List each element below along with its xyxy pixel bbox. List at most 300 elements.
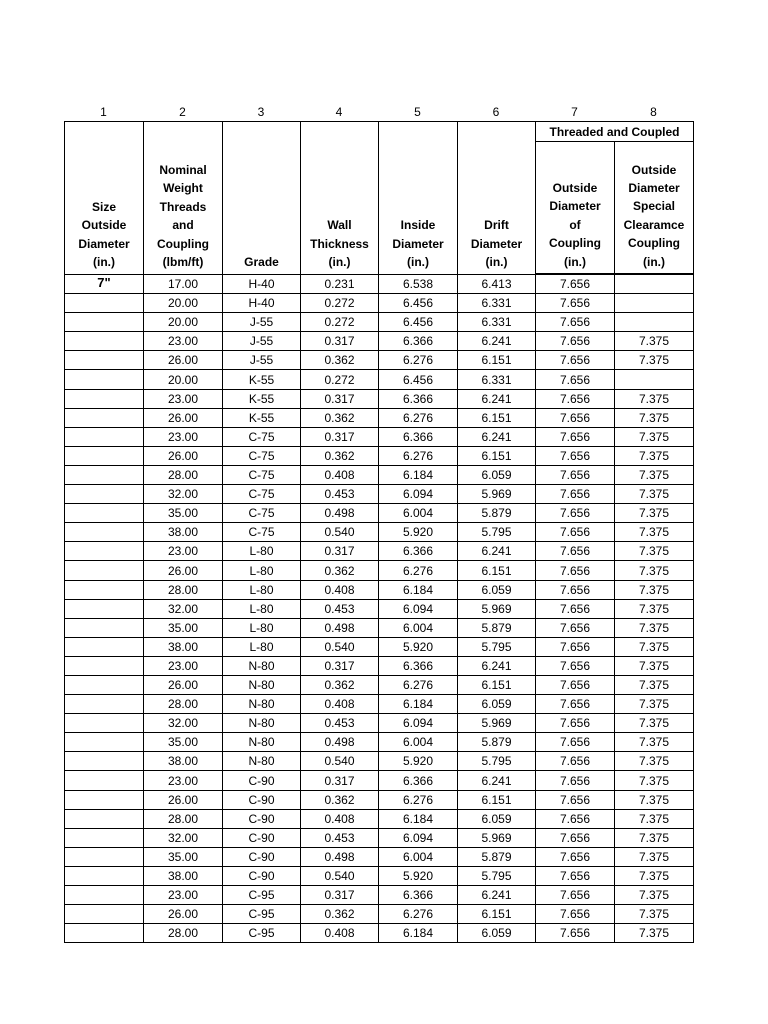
weight-cell: 32.00 xyxy=(144,599,223,618)
table-row xyxy=(65,313,694,332)
grade-cell: C-90 xyxy=(223,809,301,828)
table-row xyxy=(65,408,694,427)
weight-cell: 20.00 xyxy=(144,313,223,332)
wall-thickness-cell: 0.362 xyxy=(301,790,379,809)
table-row xyxy=(65,886,694,905)
grade-cell: L-80 xyxy=(223,637,301,656)
drift-diameter-cell: 5.879 xyxy=(458,733,536,752)
grade-cell: C-75 xyxy=(223,427,301,446)
drift-diameter-cell: 6.151 xyxy=(458,561,536,580)
inside-diameter-cell: 6.538 xyxy=(379,274,458,294)
table-row xyxy=(65,656,694,675)
drift-diameter-cell: 6.331 xyxy=(458,370,536,389)
inside-diameter-cell: 6.456 xyxy=(379,313,458,332)
weight-cell: 23.00 xyxy=(144,389,223,408)
coupling-od-cell: 7.656 xyxy=(536,790,615,809)
grade-cell: C-75 xyxy=(223,446,301,465)
grade-cell: J-55 xyxy=(223,332,301,351)
special-clearance-od-cell: 7.375 xyxy=(615,847,694,866)
grade-cell: N-80 xyxy=(223,733,301,752)
grade-cell: C-90 xyxy=(223,771,301,790)
inside-diameter-cell: 5.920 xyxy=(379,752,458,771)
weight-cell: 38.00 xyxy=(144,752,223,771)
column-number-row xyxy=(64,104,693,120)
drift-diameter-cell: 5.795 xyxy=(458,637,536,656)
inside-diameter-cell: 6.366 xyxy=(379,886,458,905)
drift-diameter-cell: 6.059 xyxy=(458,924,536,943)
drift-diameter-cell: 6.059 xyxy=(458,580,536,599)
special-clearance-od-cell xyxy=(615,274,694,294)
wall-thickness-cell: 0.453 xyxy=(301,714,379,733)
special-clearance-od-cell: 7.375 xyxy=(615,733,694,752)
table-row xyxy=(65,370,694,389)
size-cell xyxy=(65,542,144,561)
special-clearance-od-cell: 7.375 xyxy=(615,771,694,790)
header-drift-diameter: Drift Diameter (in.) xyxy=(458,122,536,275)
drift-diameter-cell: 6.331 xyxy=(458,313,536,332)
inside-diameter-cell: 6.276 xyxy=(379,408,458,427)
coupling-od-cell: 7.656 xyxy=(536,599,615,618)
special-clearance-od-cell: 7.375 xyxy=(615,389,694,408)
special-clearance-od-cell: 7.375 xyxy=(615,905,694,924)
special-clearance-od-cell xyxy=(615,313,694,332)
special-clearance-od-cell: 7.375 xyxy=(615,351,694,370)
weight-cell: 38.00 xyxy=(144,523,223,542)
weight-cell: 28.00 xyxy=(144,580,223,599)
coupling-od-cell: 7.656 xyxy=(536,523,615,542)
grade-cell: C-90 xyxy=(223,828,301,847)
coupling-od-cell: 7.656 xyxy=(536,274,615,294)
size-cell xyxy=(65,924,144,943)
grade-cell: C-95 xyxy=(223,886,301,905)
coupling-od-cell: 7.656 xyxy=(536,771,615,790)
grade-cell: N-80 xyxy=(223,675,301,694)
header-nominal-weight: Nominal Weight Threads and Coupling (lbm/ft) xyxy=(144,122,223,275)
table-row xyxy=(65,752,694,771)
size-cell xyxy=(65,828,144,847)
table-row xyxy=(65,523,694,542)
size-cell xyxy=(65,446,144,465)
table-row xyxy=(65,847,694,866)
column-number: 7 xyxy=(571,105,578,119)
drift-diameter-cell: 5.795 xyxy=(458,752,536,771)
weight-cell: 23.00 xyxy=(144,332,223,351)
size-cell xyxy=(65,465,144,484)
weight-cell: 23.00 xyxy=(144,656,223,675)
coupling-od-cell: 7.656 xyxy=(536,752,615,771)
grade-cell: N-80 xyxy=(223,752,301,771)
wall-thickness-cell: 0.498 xyxy=(301,733,379,752)
size-cell xyxy=(65,408,144,427)
coupling-od-cell: 7.656 xyxy=(536,695,615,714)
weight-cell: 28.00 xyxy=(144,809,223,828)
grade-cell: C-95 xyxy=(223,905,301,924)
size-cell xyxy=(65,809,144,828)
grade-cell: K-55 xyxy=(223,408,301,427)
wall-thickness-cell: 0.317 xyxy=(301,332,379,351)
inside-diameter-cell: 6.366 xyxy=(379,389,458,408)
special-clearance-od-cell: 7.375 xyxy=(615,561,694,580)
inside-diameter-cell: 6.184 xyxy=(379,580,458,599)
inside-diameter-cell: 6.004 xyxy=(379,504,458,523)
wall-thickness-cell: 0.408 xyxy=(301,695,379,714)
wall-thickness-cell: 0.317 xyxy=(301,886,379,905)
table-row xyxy=(65,485,694,504)
grade-cell: C-90 xyxy=(223,866,301,885)
special-clearance-od-cell: 7.375 xyxy=(615,637,694,656)
header-threaded-and-coupled: Threaded and Coupled xyxy=(536,122,694,142)
table-row xyxy=(65,389,694,408)
table-row xyxy=(65,446,694,465)
table-row xyxy=(65,618,694,637)
size-cell xyxy=(65,866,144,885)
special-clearance-od-cell: 7.375 xyxy=(615,485,694,504)
grade-cell: L-80 xyxy=(223,561,301,580)
size-cell xyxy=(65,618,144,637)
size-cell xyxy=(65,733,144,752)
special-clearance-od-cell: 7.375 xyxy=(615,408,694,427)
size-cell xyxy=(65,427,144,446)
inside-diameter-cell: 6.456 xyxy=(379,370,458,389)
weight-cell: 23.00 xyxy=(144,886,223,905)
table-row xyxy=(65,714,694,733)
inside-diameter-cell: 6.276 xyxy=(379,675,458,694)
coupling-od-cell: 7.656 xyxy=(536,809,615,828)
inside-diameter-cell: 5.920 xyxy=(379,637,458,656)
table-row xyxy=(65,294,694,313)
drift-diameter-cell: 5.879 xyxy=(458,847,536,866)
drift-diameter-cell: 6.413 xyxy=(458,274,536,294)
drift-diameter-cell: 5.969 xyxy=(458,599,536,618)
special-clearance-od-cell xyxy=(615,294,694,313)
table-row xyxy=(65,465,694,484)
drift-diameter-cell: 6.241 xyxy=(458,656,536,675)
weight-cell: 26.00 xyxy=(144,408,223,427)
special-clearance-od-cell xyxy=(615,370,694,389)
drift-diameter-cell: 6.241 xyxy=(458,542,536,561)
wall-thickness-cell: 0.272 xyxy=(301,370,379,389)
size-cell xyxy=(65,580,144,599)
weight-cell: 35.00 xyxy=(144,733,223,752)
grade-cell: C-90 xyxy=(223,790,301,809)
weight-cell: 28.00 xyxy=(144,695,223,714)
wall-thickness-cell: 0.362 xyxy=(301,408,379,427)
wall-thickness-cell: 0.272 xyxy=(301,313,379,332)
table-row xyxy=(65,599,694,618)
weight-cell: 35.00 xyxy=(144,618,223,637)
size-cell xyxy=(65,656,144,675)
special-clearance-od-cell: 7.375 xyxy=(615,542,694,561)
inside-diameter-cell: 6.276 xyxy=(379,790,458,809)
coupling-od-cell: 7.656 xyxy=(536,504,615,523)
weight-cell: 20.00 xyxy=(144,370,223,389)
coupling-od-cell: 7.656 xyxy=(536,675,615,694)
table-row xyxy=(65,733,694,752)
grade-cell: C-95 xyxy=(223,924,301,943)
drift-diameter-cell: 5.969 xyxy=(458,714,536,733)
size-cell xyxy=(65,294,144,313)
size-cell xyxy=(65,905,144,924)
table-row xyxy=(65,332,694,351)
grade-cell: C-75 xyxy=(223,504,301,523)
wall-thickness-cell: 0.272 xyxy=(301,294,379,313)
wall-thickness-cell: 0.498 xyxy=(301,504,379,523)
inside-diameter-cell: 6.004 xyxy=(379,847,458,866)
coupling-od-cell: 7.656 xyxy=(536,924,615,943)
special-clearance-od-cell: 7.375 xyxy=(615,790,694,809)
wall-thickness-cell: 0.498 xyxy=(301,847,379,866)
wall-thickness-cell: 0.317 xyxy=(301,656,379,675)
coupling-od-cell: 7.656 xyxy=(536,542,615,561)
size-cell xyxy=(65,675,144,694)
size-cell xyxy=(65,752,144,771)
drift-diameter-cell: 6.151 xyxy=(458,351,536,370)
drift-diameter-cell: 6.241 xyxy=(458,427,536,446)
weight-cell: 32.00 xyxy=(144,485,223,504)
table-row xyxy=(65,905,694,924)
weight-cell: 38.00 xyxy=(144,866,223,885)
coupling-od-cell: 7.656 xyxy=(536,733,615,752)
wall-thickness-cell: 0.453 xyxy=(301,599,379,618)
drift-diameter-cell: 5.795 xyxy=(458,523,536,542)
header-grade: Grade xyxy=(223,122,301,275)
coupling-od-cell: 7.656 xyxy=(536,866,615,885)
size-cell xyxy=(65,695,144,714)
coupling-od-cell: 7.656 xyxy=(536,485,615,504)
inside-diameter-cell: 6.094 xyxy=(379,599,458,618)
special-clearance-od-cell: 7.375 xyxy=(615,695,694,714)
inside-diameter-cell: 6.094 xyxy=(379,828,458,847)
coupling-od-cell: 7.656 xyxy=(536,886,615,905)
weight-cell: 20.00 xyxy=(144,294,223,313)
drift-diameter-cell: 5.795 xyxy=(458,866,536,885)
wall-thickness-cell: 0.408 xyxy=(301,465,379,484)
column-number: 4 xyxy=(335,105,343,119)
inside-diameter-cell: 6.456 xyxy=(379,294,458,313)
special-clearance-od-cell: 7.375 xyxy=(615,714,694,733)
drift-diameter-cell: 5.969 xyxy=(458,828,536,847)
coupling-od-cell: 7.656 xyxy=(536,294,615,313)
size-cell xyxy=(65,599,144,618)
size-cell xyxy=(65,370,144,389)
drift-diameter-cell: 6.151 xyxy=(458,408,536,427)
wall-thickness-cell: 0.540 xyxy=(301,752,379,771)
drift-diameter-cell: 5.879 xyxy=(458,618,536,637)
table-row xyxy=(65,790,694,809)
weight-cell: 32.00 xyxy=(144,714,223,733)
inside-diameter-cell: 5.920 xyxy=(379,523,458,542)
special-clearance-od-cell: 7.375 xyxy=(615,828,694,847)
grade-cell: H-40 xyxy=(223,274,301,294)
wall-thickness-cell: 0.540 xyxy=(301,523,379,542)
weight-cell: 26.00 xyxy=(144,561,223,580)
header-inside-diameter: Inside Diameter (in.) xyxy=(379,122,458,275)
size-cell xyxy=(65,313,144,332)
size-cell xyxy=(65,485,144,504)
size-cell xyxy=(65,504,144,523)
weight-cell: 28.00 xyxy=(144,924,223,943)
inside-diameter-cell: 6.184 xyxy=(379,924,458,943)
grade-cell: L-80 xyxy=(223,599,301,618)
weight-cell: 26.00 xyxy=(144,790,223,809)
coupling-od-cell: 7.656 xyxy=(536,408,615,427)
drift-diameter-cell: 5.879 xyxy=(458,504,536,523)
header-size-outside-diameter: Size Outside Diameter (in.) xyxy=(65,122,144,275)
drift-diameter-cell: 6.059 xyxy=(458,465,536,484)
table-row xyxy=(65,675,694,694)
grade-cell: K-55 xyxy=(223,370,301,389)
grade-cell: N-80 xyxy=(223,695,301,714)
weight-cell: 23.00 xyxy=(144,427,223,446)
size-cell xyxy=(65,351,144,370)
grade-cell: C-75 xyxy=(223,523,301,542)
wall-thickness-cell: 0.317 xyxy=(301,427,379,446)
coupling-od-cell: 7.656 xyxy=(536,370,615,389)
special-clearance-od-cell: 7.375 xyxy=(615,523,694,542)
table-row xyxy=(65,866,694,885)
grade-cell: L-80 xyxy=(223,580,301,599)
weight-cell: 17.00 xyxy=(144,274,223,294)
inside-diameter-cell: 6.184 xyxy=(379,809,458,828)
coupling-od-cell: 7.656 xyxy=(536,446,615,465)
drift-diameter-cell: 5.969 xyxy=(458,485,536,504)
wall-thickness-cell: 0.453 xyxy=(301,485,379,504)
wall-thickness-cell: 0.540 xyxy=(301,866,379,885)
drift-diameter-cell: 6.241 xyxy=(458,771,536,790)
coupling-od-cell: 7.656 xyxy=(536,637,615,656)
coupling-od-cell: 7.656 xyxy=(536,427,615,446)
inside-diameter-cell: 6.004 xyxy=(379,733,458,752)
coupling-od-cell: 7.656 xyxy=(536,332,615,351)
weight-cell: 38.00 xyxy=(144,637,223,656)
grade-cell: N-80 xyxy=(223,656,301,675)
table-row xyxy=(65,504,694,523)
size-cell xyxy=(65,561,144,580)
inside-diameter-cell: 6.366 xyxy=(379,656,458,675)
drift-diameter-cell: 6.151 xyxy=(458,675,536,694)
size-cell xyxy=(65,790,144,809)
drift-diameter-cell: 6.059 xyxy=(458,695,536,714)
coupling-od-cell: 7.656 xyxy=(536,465,615,484)
drift-diameter-cell: 6.151 xyxy=(458,446,536,465)
size-cell xyxy=(65,714,144,733)
inside-diameter-cell: 6.366 xyxy=(379,427,458,446)
column-number: 3 xyxy=(257,105,265,119)
wall-thickness-cell: 0.231 xyxy=(301,274,379,294)
inside-diameter-cell: 6.004 xyxy=(379,618,458,637)
inside-diameter-cell: 6.094 xyxy=(379,714,458,733)
wall-thickness-cell: 0.362 xyxy=(301,905,379,924)
coupling-od-cell: 7.656 xyxy=(536,580,615,599)
special-clearance-od-cell: 7.375 xyxy=(615,427,694,446)
drift-diameter-cell: 6.241 xyxy=(458,886,536,905)
wall-thickness-cell: 0.317 xyxy=(301,542,379,561)
wall-thickness-cell: 0.362 xyxy=(301,561,379,580)
casing-properties-table xyxy=(64,121,694,943)
inside-diameter-cell: 6.276 xyxy=(379,351,458,370)
inside-diameter-cell: 6.094 xyxy=(379,485,458,504)
inside-diameter-cell: 6.276 xyxy=(379,905,458,924)
size-cell xyxy=(65,847,144,866)
table-row xyxy=(65,351,694,370)
inside-diameter-cell: 6.184 xyxy=(379,695,458,714)
inside-diameter-cell: 6.276 xyxy=(379,446,458,465)
table-row xyxy=(65,771,694,790)
wall-thickness-cell: 0.317 xyxy=(301,389,379,408)
coupling-od-cell: 7.656 xyxy=(536,313,615,332)
weight-cell: 23.00 xyxy=(144,542,223,561)
special-clearance-od-cell: 7.375 xyxy=(615,599,694,618)
weight-cell: 26.00 xyxy=(144,446,223,465)
drift-diameter-cell: 6.331 xyxy=(458,294,536,313)
coupling-od-cell: 7.656 xyxy=(536,905,615,924)
special-clearance-od-cell: 7.375 xyxy=(615,504,694,523)
column-number: 5 xyxy=(414,105,421,119)
wall-thickness-cell: 0.317 xyxy=(301,771,379,790)
weight-cell: 32.00 xyxy=(144,828,223,847)
weight-cell: 35.00 xyxy=(144,847,223,866)
table-row xyxy=(65,580,694,599)
table-row xyxy=(65,924,694,943)
grade-cell: C-90 xyxy=(223,847,301,866)
size-cell: 7" xyxy=(65,274,144,294)
grade-cell: J-55 xyxy=(223,351,301,370)
column-number: 2 xyxy=(179,105,186,119)
size-cell xyxy=(65,523,144,542)
wall-thickness-cell: 0.408 xyxy=(301,809,379,828)
special-clearance-od-cell: 7.375 xyxy=(615,752,694,771)
inside-diameter-cell: 6.366 xyxy=(379,332,458,351)
special-clearance-od-cell: 7.375 xyxy=(615,332,694,351)
special-clearance-od-cell: 7.375 xyxy=(615,446,694,465)
drift-diameter-cell: 6.059 xyxy=(458,809,536,828)
coupling-od-cell: 7.656 xyxy=(536,351,615,370)
wall-thickness-cell: 0.362 xyxy=(301,675,379,694)
coupling-od-cell: 7.656 xyxy=(536,389,615,408)
drift-diameter-cell: 6.241 xyxy=(458,332,536,351)
inside-diameter-cell: 5.920 xyxy=(379,866,458,885)
column-number: 8 xyxy=(650,105,657,119)
wall-thickness-cell: 0.540 xyxy=(301,637,379,656)
special-clearance-od-cell: 7.375 xyxy=(615,886,694,905)
coupling-od-cell: 7.656 xyxy=(536,714,615,733)
special-clearance-od-cell: 7.375 xyxy=(615,809,694,828)
size-cell xyxy=(65,771,144,790)
special-clearance-od-cell: 7.375 xyxy=(615,580,694,599)
special-clearance-od-cell: 7.375 xyxy=(615,866,694,885)
wall-thickness-cell: 0.498 xyxy=(301,618,379,637)
coupling-od-cell: 7.656 xyxy=(536,828,615,847)
column-number: 6 xyxy=(492,105,500,119)
grade-cell: L-80 xyxy=(223,618,301,637)
size-cell xyxy=(65,332,144,351)
grade-cell: J-55 xyxy=(223,313,301,332)
size-cell xyxy=(65,886,144,905)
inside-diameter-cell: 6.276 xyxy=(379,561,458,580)
weight-cell: 23.00 xyxy=(144,771,223,790)
size-cell xyxy=(65,389,144,408)
table-row xyxy=(65,828,694,847)
inside-diameter-cell: 6.184 xyxy=(379,465,458,484)
weight-cell: 26.00 xyxy=(144,905,223,924)
coupling-od-cell: 7.656 xyxy=(536,561,615,580)
column-number: 1 xyxy=(100,105,107,119)
inside-diameter-cell: 6.366 xyxy=(379,771,458,790)
header-special-clearance-coupling: Outside Diameter Special Clearamce Coupling (in.) xyxy=(615,142,694,275)
special-clearance-od-cell: 7.375 xyxy=(615,924,694,943)
special-clearance-od-cell: 7.375 xyxy=(615,465,694,484)
wall-thickness-cell: 0.362 xyxy=(301,446,379,465)
